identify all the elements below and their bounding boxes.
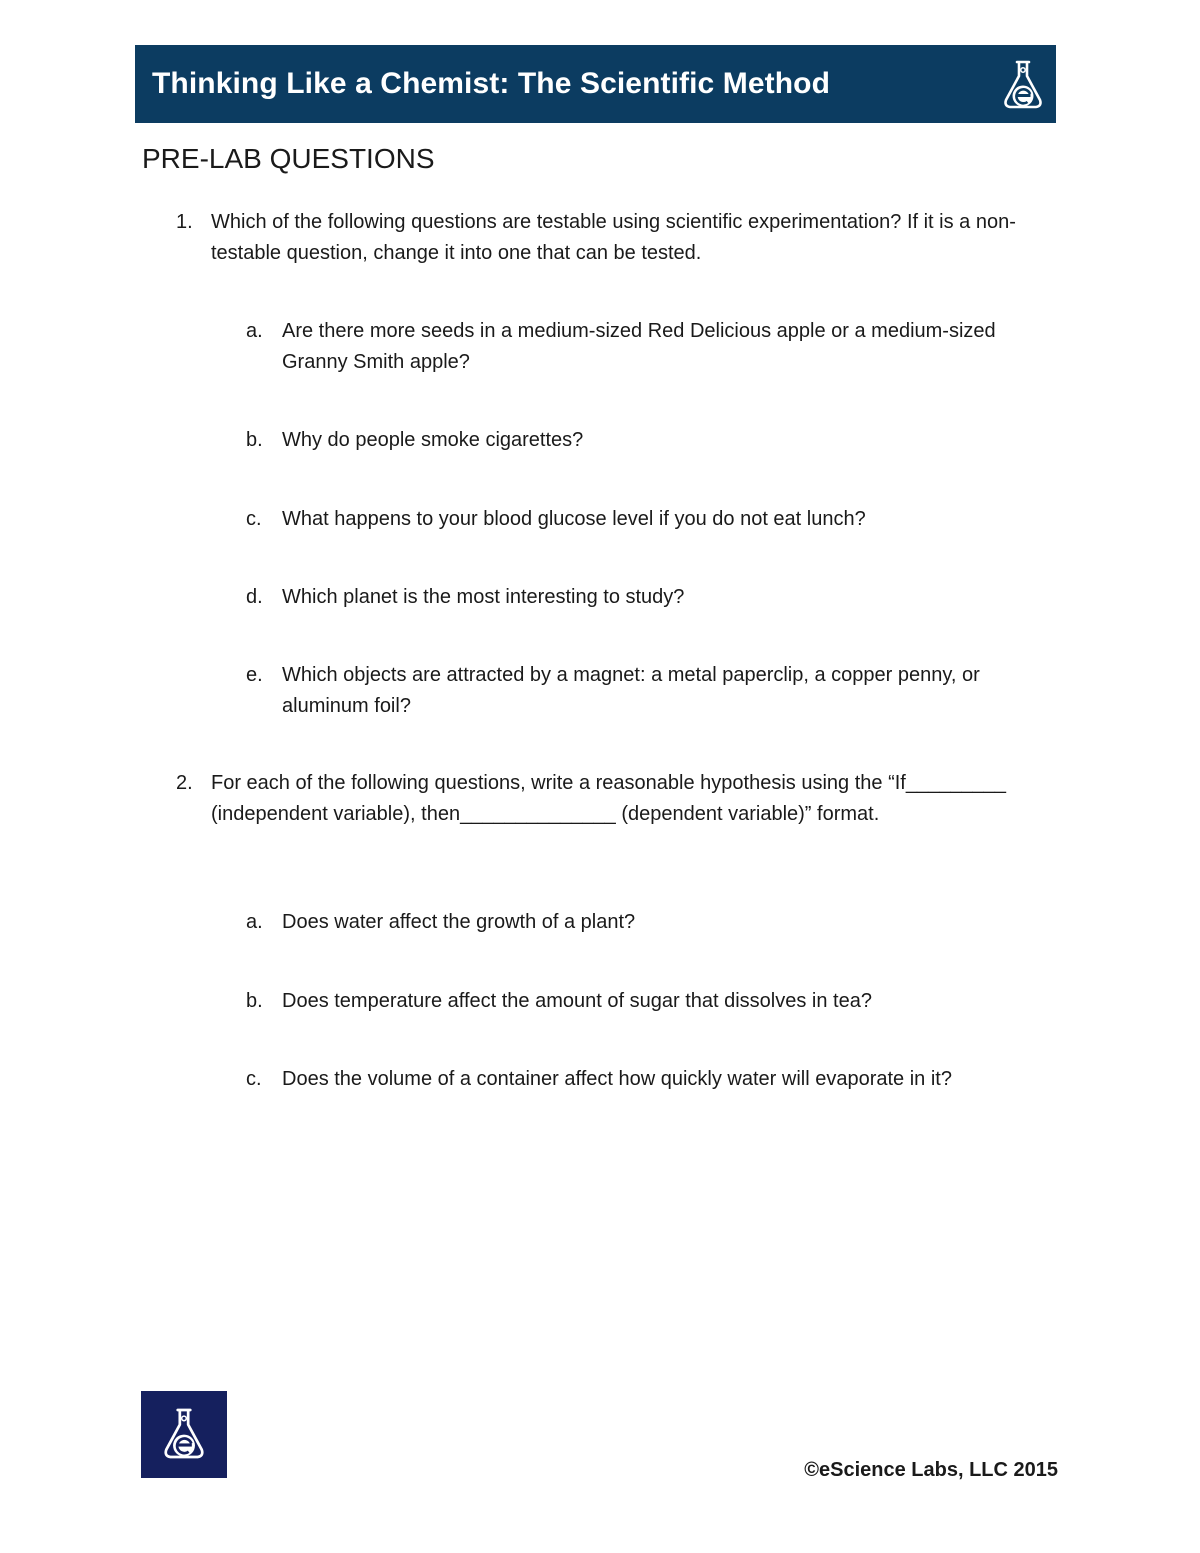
item-text: Does temperature affect the amount of sugar that dissolves in tea?: [282, 990, 872, 1012]
item-letter: e.: [246, 664, 263, 686]
list-item: [246, 582, 1056, 613]
item-letter: c.: [246, 1068, 262, 1090]
item-letter: b.: [246, 429, 263, 451]
item-text: Which objects are attracted by a magnet: a metal paperclip, a copper penny, or aluminum foil?: [282, 664, 980, 717]
item-text: Why do people smoke cigarettes?: [282, 429, 584, 451]
item-text: Does water affect the growth of a plant?: [282, 911, 636, 933]
question-number: 1.: [176, 211, 193, 233]
question-text: Which of the following questions are testable using scientific experimentation? If it is a non-testable question, change it into one that can be tested.: [211, 211, 1016, 264]
item-letter: a.: [246, 320, 263, 342]
section-heading: PRE-LAB QUESTIONS: [142, 143, 435, 174]
list-item: [246, 504, 1056, 535]
list-item: [246, 660, 1056, 722]
item-text: What happens to your blood glucose level if you do not eat lunch?: [282, 508, 866, 530]
item-letter: a.: [246, 911, 263, 933]
list-item: [246, 425, 1056, 456]
question-number: 2.: [176, 772, 193, 794]
flask-e-logo-icon: [160, 1402, 208, 1464]
document-title: Thinking Like a Chemist: The Scientific Method: [152, 67, 831, 100]
item-letter: b.: [246, 990, 263, 1012]
question-text: For each of the following questions, write a reasonable hypothesis using the “If_________ (independent variable), then______________ (dependent variable)” format.: [211, 772, 1006, 825]
list-item: [246, 1064, 1056, 1095]
flask-e-logo-icon: [1000, 56, 1046, 112]
question-2: [176, 768, 1056, 830]
header-banner: [135, 45, 1056, 123]
footer-logo: [141, 1391, 227, 1478]
list-item: [246, 907, 1056, 938]
question-1: [176, 207, 1056, 269]
item-letter: c.: [246, 508, 262, 530]
item-text: Are there more seeds in a medium-sized Red Delicious apple or a medium-sized Granny Smith apple?: [282, 320, 996, 373]
item-text: Does the volume of a container affect how quickly water will evaporate in it?: [282, 1068, 952, 1090]
item-letter: d.: [246, 586, 263, 608]
list-item: [246, 316, 1056, 378]
list-item: [246, 986, 1056, 1017]
copyright-notice: ©eScience Labs, LLC 2015: [804, 1459, 1058, 1481]
item-text: Which planet is the most interesting to study?: [282, 586, 685, 608]
